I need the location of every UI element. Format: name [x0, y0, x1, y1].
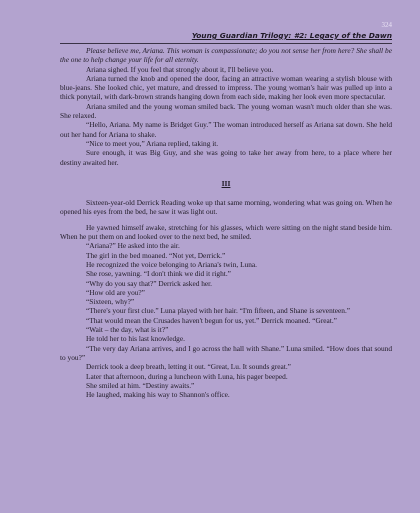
paragraph: “There's your first clue.” Luna played with her hair. “I'm fifteen, and Shane is seventeen.” — [86, 306, 351, 316]
paragraph: Sure enough, it was Big Guy, and she was going to take her away from here, to a place where her destiny awaited her. — [60, 148, 392, 167]
page-number: 324 — [381, 21, 392, 29]
paragraph: “That would mean the Crusades haven't begun for us, yet.” Derrick moaned. “Great.” — [86, 315, 337, 325]
paragraph: He told her to his last knowledge. — [86, 334, 185, 344]
paragraph: “Ariana?” He asked into the air. — [86, 241, 180, 251]
paragraph: Later that afternoon, during a luncheon with Luna, his pager beeped. — [86, 371, 288, 381]
paragraph: Sixteen-year-old Derrick Reading woke up that same morning, wondering what was going on. When he opened his eyes from the bed, he saw it was light out. — [60, 198, 392, 217]
paragraph: “Why do you say that?” Derrick asked her. — [86, 278, 213, 288]
paragraph: Ariana turned the knob and opened the door, facing an attractive woman wearing a stylish blouse with blue-jeans. She looked chic, yet mature, and dressed to impress. The young woman's hair was pulled up into a thick ponytail, with dark-brown strands hanging down from each side, making her look even more spectacular. — [60, 73, 392, 102]
header-rule — [60, 43, 392, 44]
paragraph: “Hello, Ariana. My name is Bridget Guy.” The woman introduced herself as Ariana sat down. She held out her hand for Ariana to shake. — [60, 120, 392, 139]
paragraph: Please believe me, Ariana. This woman is compassionate; do you not sense her from here? She shall be the one to help change your life for all eternity. — [60, 46, 392, 65]
paragraph: He yawned himself awake, stretching for his glasses, which were sitting on the night stand beside him. When he put them on and looked over to the next bed, he smiled. — [60, 222, 392, 242]
running-header-title: Young Guardian Trilogy: #2: Legacy of the Dawn — [191, 31, 392, 40]
paragraph: She rose, yawning. “I don't think we did it right.” — [86, 269, 231, 279]
section-heading: III — [221, 178, 231, 188]
page-body — [60, 46, 392, 399]
paragraph: “The very day Ariana arrives, and I go across the hall with Shane.” Luna smiled. “How does that sound to you?” — [60, 343, 392, 362]
paragraph: The girl in the bed moaned. “Not yet, Derrick.” — [86, 250, 226, 260]
paragraph: Ariana smiled and the young woman smiled back. The young woman wasn't much older than she was. She relaxed. — [60, 101, 392, 121]
paragraph: “How old are you?” — [86, 287, 145, 297]
paragraph: She smiled at him. “Destiny awaits.” — [86, 380, 195, 390]
paragraph: “Sixteen, why?” — [86, 297, 135, 307]
paragraph: “Wait – the day, what is it?” — [86, 325, 169, 335]
paragraph: Derrick took a deep breath, letting it out. “Great, Lu. It sounds great.” — [86, 362, 291, 372]
paragraph: Ariana sighed. If you feel that strongly about it, I'll believe you. — [86, 64, 274, 74]
paragraph: He laughed, making his way to Shannon's office. — [86, 390, 230, 400]
paragraph: He recognized the voice belonging to Ariana's twin, Luna. — [86, 259, 257, 269]
paragraph: “Nice to meet you,” Ariana replied, taking it. — [86, 138, 219, 148]
